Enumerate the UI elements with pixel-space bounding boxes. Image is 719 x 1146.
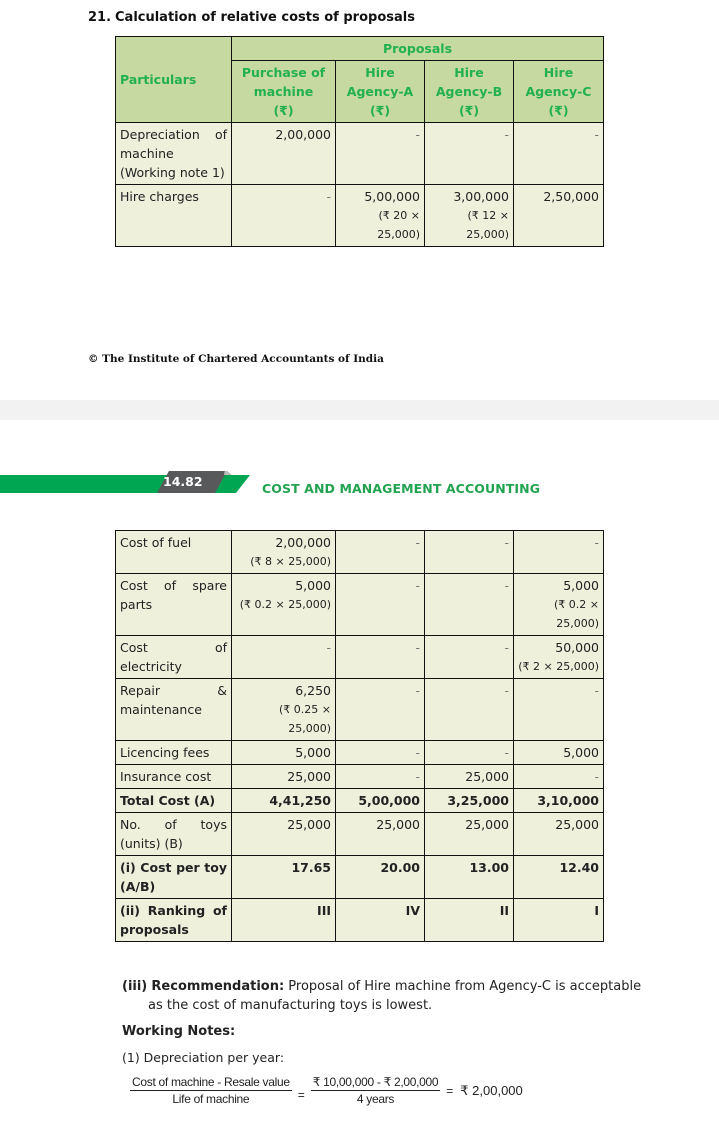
header-column [336, 61, 425, 123]
row-label: Cost of spare parts [116, 574, 232, 636]
table-cell [336, 765, 425, 789]
fraction-1 [130, 1075, 292, 1106]
cell-value: 17.65 [291, 860, 331, 875]
cell-value: 25,000 [465, 817, 509, 832]
table-cell [232, 856, 336, 899]
cell-value: 25,000 [555, 817, 599, 832]
cell-calculation: (₹ 12 × 25,000) [466, 209, 509, 241]
cell-value: 3,10,000 [537, 793, 599, 808]
cell-value: 5,00,000 [358, 793, 420, 808]
header-column-unit: (₹) [273, 103, 294, 118]
table-cell [514, 741, 604, 765]
fraction-2 [311, 1075, 441, 1106]
recommendation-text-1: Proposal of Hire machine from Agency-C is acceptable [284, 979, 642, 994]
header-column [514, 61, 604, 123]
fraction-1-numerator: Cost of machine - Resale value [132, 1075, 290, 1089]
table-cell [425, 789, 514, 813]
cell-value: 5,00,000 [364, 189, 420, 204]
table-cell [232, 574, 336, 636]
table-cell [514, 123, 604, 185]
table-cell [514, 531, 604, 574]
empty-dash: - [594, 683, 599, 698]
question-number: 21. [88, 10, 112, 25]
table-cell [425, 531, 514, 574]
fraction-1-denominator: Life of machine [172, 1092, 250, 1106]
table-cell [425, 574, 514, 636]
table-cell [514, 899, 604, 942]
cell-value: 3,25,000 [447, 793, 509, 808]
row-label: Insurance cost [116, 765, 232, 789]
table-cell [336, 574, 425, 636]
table-cell [336, 636, 425, 679]
table-cell [425, 813, 514, 856]
table-cell [425, 741, 514, 765]
header-column-line2: Agency-A [346, 84, 414, 99]
table-cell [232, 185, 336, 247]
cell-value: 13.00 [469, 860, 509, 875]
row-label: Cost of fuel [116, 531, 232, 574]
table-row [116, 636, 604, 679]
table-cell [232, 899, 336, 942]
row-label: (ii) Ranking of proposals [116, 899, 232, 942]
cell-value: 6,250 [295, 683, 331, 698]
working-note-1-label: (1) Depreciation per year: [122, 1050, 285, 1065]
table-cell [232, 741, 336, 765]
copyright-footer: © The Institute of Chartered Accountants of India [88, 353, 384, 365]
empty-dash: - [415, 745, 420, 760]
table-row [116, 741, 604, 765]
table-row [116, 789, 604, 813]
cell-value: 5,000 [563, 745, 599, 760]
row-label: Depreciation of machine (Working note 1) [116, 123, 232, 185]
row-label: Licencing fees [116, 741, 232, 765]
cell-value: III [317, 903, 331, 918]
header-column [232, 61, 336, 123]
cell-calculation: (₹ 2 × 25,000) [518, 660, 599, 673]
cell-value: 4,41,250 [269, 793, 331, 808]
row-label: Total Cost (A) [116, 789, 232, 813]
formula-result: ₹ 2,00,000 [460, 1082, 523, 1098]
table-cell [425, 765, 514, 789]
table-cell [514, 765, 604, 789]
empty-dash: - [504, 578, 509, 593]
table-cell [232, 123, 336, 185]
fraction-2-numerator: ₹ 10,00,000 - ₹ 2,00,000 [312, 1075, 439, 1089]
table-cell [232, 765, 336, 789]
header-column-unit: (₹) [369, 103, 391, 118]
table-cell [514, 185, 604, 247]
cell-value: 20.00 [380, 860, 420, 875]
running-header-title: COST AND MANAGEMENT ACCOUNTING [262, 481, 541, 496]
table-row [116, 574, 604, 636]
table-cell [336, 679, 425, 741]
empty-dash: - [504, 745, 509, 760]
table-cell [425, 185, 514, 247]
depreciation-formula [130, 1075, 523, 1106]
cell-value: 5,000 [563, 578, 599, 593]
cell-value: 25,000 [465, 769, 509, 784]
header-column-line2: Agency-C [525, 84, 592, 99]
cell-value: IV [405, 903, 420, 918]
empty-dash: - [504, 535, 509, 550]
table-row [116, 856, 604, 899]
table-cell [425, 123, 514, 185]
cost-comparison-table-part2 [115, 530, 604, 942]
cell-value: 2,00,000 [275, 535, 331, 550]
tab-shadow [224, 471, 232, 475]
table-cell [514, 789, 604, 813]
table-cell [232, 636, 336, 679]
table-cell [425, 636, 514, 679]
question-title [88, 10, 415, 25]
cell-calculation: (₹ 20 × 25,000) [377, 209, 420, 241]
table-cell [336, 531, 425, 574]
table-cell [425, 679, 514, 741]
header-proposals: Proposals [232, 37, 604, 61]
empty-dash: - [415, 640, 420, 655]
page-break [0, 400, 719, 420]
cell-calculation: (₹ 0.25 × 25,000) [279, 703, 331, 735]
table-cell [232, 679, 336, 741]
empty-dash: - [504, 640, 509, 655]
cell-calculation: (₹ 0.2 × 25,000) [554, 598, 599, 630]
recommendation-text-2: as the cost of manufacturing toys is lowest. [148, 998, 433, 1013]
table-cell [514, 574, 604, 636]
table-row [116, 765, 604, 789]
table-cell [336, 856, 425, 899]
table-row [116, 185, 604, 247]
row-label: (i) Cost per toy (A/B) [116, 856, 232, 899]
header-column-unit: (₹) [458, 103, 480, 118]
cell-value: 2,00,000 [275, 127, 331, 142]
header-column-line2: Agency-B [435, 84, 503, 99]
fraction-2-denominator: 4 years [356, 1092, 395, 1106]
header-column-line1: Hire [543, 65, 574, 80]
header-column-line1: Hire [365, 65, 395, 80]
header-column [425, 61, 514, 123]
row-label: Cost of electricity [116, 636, 232, 679]
row-label: Hire charges [116, 185, 232, 247]
empty-dash: - [594, 769, 599, 784]
table-row [116, 813, 604, 856]
table-cell [232, 789, 336, 813]
empty-dash: - [326, 640, 331, 655]
table-cell [336, 741, 425, 765]
empty-dash: - [504, 683, 509, 698]
running-header-band [0, 471, 250, 493]
page-number: 14.82 [163, 474, 203, 489]
table-row [116, 531, 604, 574]
empty-dash: - [326, 189, 331, 204]
cell-value: II [499, 903, 509, 918]
header-column-unit: (₹) [548, 103, 569, 118]
table-cell [425, 856, 514, 899]
cell-value: 25,000 [287, 817, 331, 832]
table-cell [336, 789, 425, 813]
table-row [116, 899, 604, 942]
recommendation [122, 977, 642, 1015]
table-cell [514, 636, 604, 679]
cell-value: 5,000 [295, 578, 331, 593]
table-cell [336, 123, 425, 185]
table-cell [514, 813, 604, 856]
equals-sign-1: = [297, 1087, 305, 1102]
row-label: Repair & maintenance [116, 679, 232, 741]
equals-sign-2: = [446, 1083, 454, 1098]
header-column-line2: machine [253, 84, 314, 99]
cell-value: 50,000 [555, 640, 599, 655]
empty-dash: - [415, 578, 420, 593]
cell-value: I [594, 903, 599, 918]
table-row [116, 123, 604, 185]
row-label: No. of toys (units) (B) [116, 813, 232, 856]
table-cell [232, 813, 336, 856]
cell-value: 2,50,000 [543, 189, 599, 204]
table-cell [232, 531, 336, 574]
cell-calculation: (₹ 8 × 25,000) [250, 555, 331, 568]
cell-calculation: (₹ 0.2 × 25,000) [239, 598, 331, 611]
cell-value: 25,000 [287, 769, 331, 784]
question-title-text: Calculation of relative costs of proposals [115, 10, 415, 25]
cell-value: 5,000 [295, 745, 331, 760]
cell-value: 3,00,000 [453, 189, 509, 204]
cost-comparison-table-part1 [115, 36, 604, 247]
empty-dash: - [415, 127, 420, 142]
empty-dash: - [415, 535, 420, 550]
cell-value: 25,000 [376, 817, 420, 832]
cell-value: 12.40 [559, 860, 599, 875]
recommendation-label: Recommendation: [151, 979, 285, 994]
table-cell [336, 899, 425, 942]
recommendation-prefix: (iii) [122, 979, 148, 994]
empty-dash: - [415, 769, 420, 784]
table-cell [514, 856, 604, 899]
table-cell [425, 899, 514, 942]
empty-dash: - [594, 535, 599, 550]
table-row [116, 679, 604, 741]
empty-dash: - [504, 127, 509, 142]
header-column-line1: Hire [454, 65, 484, 80]
table-cell [336, 185, 425, 247]
empty-dash: - [415, 683, 420, 698]
table-cell [336, 813, 425, 856]
table-cell [514, 679, 604, 741]
working-notes-heading: Working Notes: [122, 1024, 236, 1039]
empty-dash: - [594, 127, 599, 142]
header-particulars: Particulars [116, 37, 232, 123]
header-column-line1: Purchase of [241, 65, 326, 80]
